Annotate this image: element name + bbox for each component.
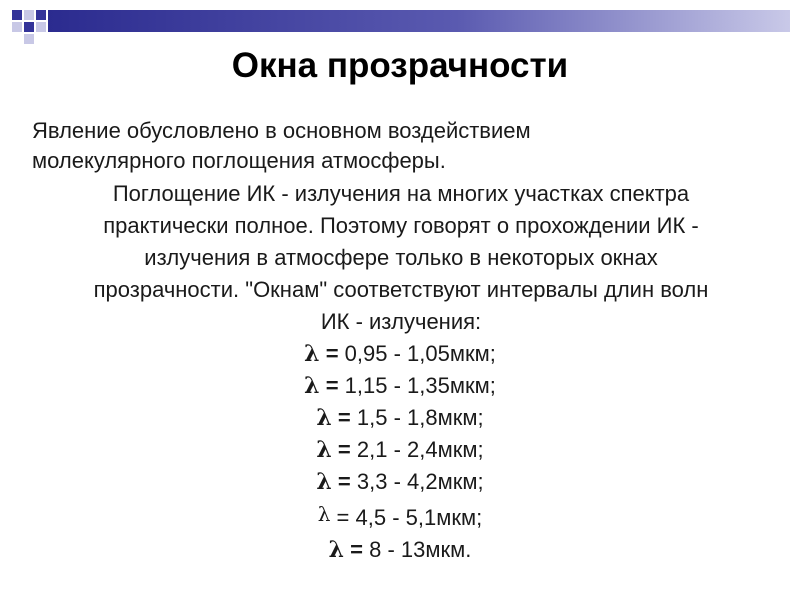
window-item [0,402,800,434]
lambda-symbol: λ [316,405,332,431]
window-range: 3,3 - 4,2мкм; [356,469,484,494]
window-item [0,338,800,370]
slide-title: Окна прозрачности [231,46,569,85]
lambda-symbol: λ [316,437,332,463]
equals-sign: = [337,437,351,462]
window-range: 2,1 - 2,4мкм; [356,437,484,462]
window-range: 1,15 - 1,35мкм; [344,373,496,398]
decor-square [36,10,46,20]
window-item [0,466,800,498]
window-range: 4,5 - 5,1мкм; [355,505,483,530]
body-paragraph [30,178,772,338]
decor-square [24,10,34,20]
equals-sign: = [337,469,351,494]
lambda-symbol: λ [304,341,320,367]
window-range: 8 - 13мкм. [369,537,472,562]
window-range: 0,95 - 1,05мкм; [344,341,496,366]
transparency-windows-list [0,338,800,566]
lambda-symbol: λ [316,469,332,495]
window-item [0,370,800,402]
body-line: ИК - излучения: [320,309,482,334]
body-line: Поглощение ИК - излучения на многих участках спектра [112,181,690,206]
equals-sign: = [350,537,364,562]
decor-square [36,22,46,32]
decor-square [12,22,22,32]
window-item [0,434,800,466]
body-line: практически полное. Поэтому говорят о прохождении ИК - [103,213,699,238]
lambda-symbol: λ [317,502,331,526]
equals-sign: = [336,505,350,530]
equals-sign: = [337,405,351,430]
decor-square [24,34,34,44]
equals-sign: = [325,341,339,366]
intro-paragraph [32,116,772,176]
window-range: 1,5 - 1,8мкм; [356,405,484,430]
window-item [0,534,800,566]
intro-line: молекулярного поглощения атмосферы. [32,148,446,173]
header-gradient-bar [48,10,790,32]
decor-square [24,22,34,32]
body-line: излучения в атмосфере только в некоторых окнах [144,245,658,270]
lambda-symbol: λ [328,537,345,563]
lambda-symbol: λ [304,373,320,399]
intro-line: Явление обусловлено в основном воздействием [32,118,531,143]
equals-sign: = [325,373,339,398]
decor-square [12,10,22,20]
body-line: прозрачности. "Окнам" соответствуют интервалы длин волн [93,277,709,302]
window-item [0,498,800,534]
